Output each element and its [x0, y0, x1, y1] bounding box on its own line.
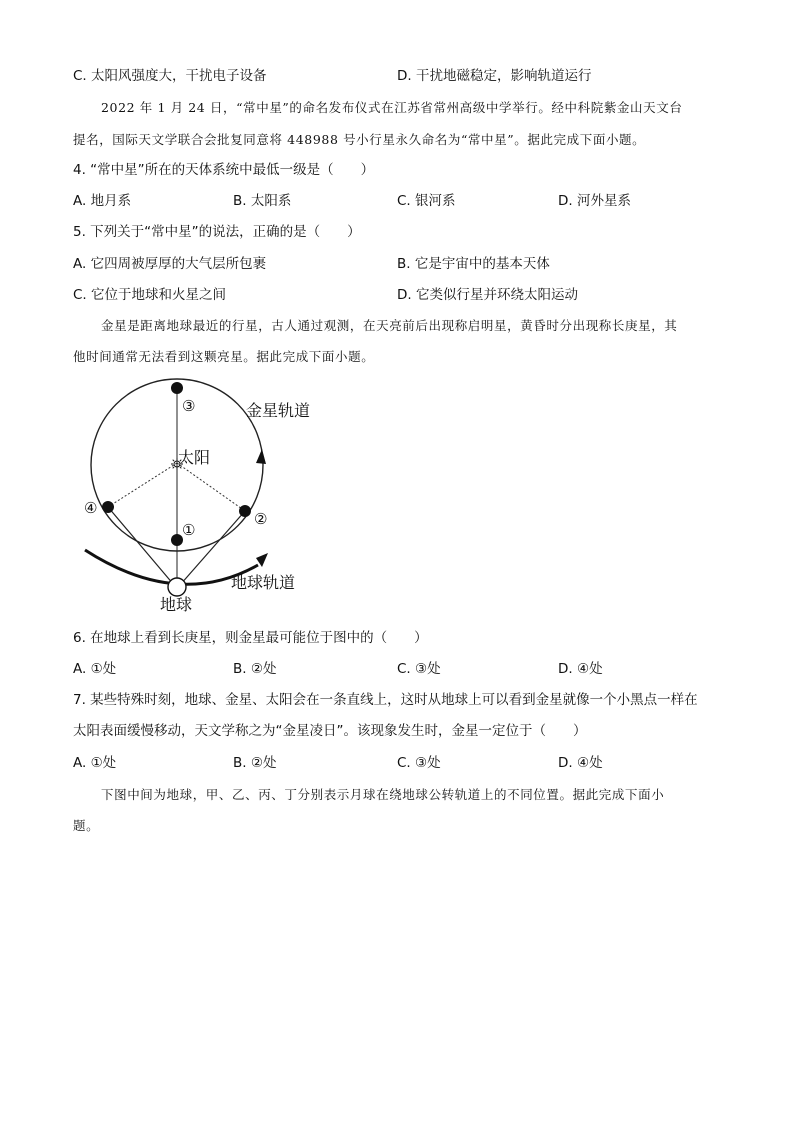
q5-option-b[interactable]: B. 它是宇宙中的基本天体 — [397, 256, 550, 272]
passage-1-line-1: 2022 年 1 月 24 日，“常中星”的命名发布仪式在江苏省常州高级中学举行。经中科院紫金山天文台 — [101, 100, 683, 115]
q6-option-c[interactable]: C. ③处 — [397, 661, 441, 677]
passage-3-line-2: 题。 — [73, 818, 100, 833]
venus-position-3 — [171, 382, 183, 394]
q4-option-b[interactable]: B. 太阳系 — [233, 193, 292, 209]
position-label-2: ② — [254, 510, 268, 528]
question-7-stem-line-1: 7. 某些特殊时刻，地球、金星、太阳会在一条直线上，这时从地球上可以看到金星就像一个小黑点一样在 — [73, 692, 698, 708]
q7-option-c[interactable]: C. ③处 — [397, 755, 441, 771]
earth-orbit-label: 地球轨道 — [231, 573, 296, 592]
earth-label: 地球 — [160, 595, 193, 614]
line-4-to-earth — [108, 507, 174, 585]
option-c[interactable]: C. 太阳风强度大，干扰电子设备 — [73, 68, 267, 84]
venus-position-2 — [239, 505, 251, 517]
q7-option-a[interactable]: A. ①处 — [73, 755, 117, 771]
passage-1-line-2: 提名，国际天文学联合会批复同意将 448988 号小行星永久命名为“常中星”。据此完成下面小题。 — [73, 132, 646, 147]
question-6-stem: 6. 在地球上看到长庚星，则金星最可能位于图中的（ ） — [73, 630, 428, 646]
passage-3-line-1: 下图中间为地球，甲、乙、丙、丁分别表示月球在绕地球公转轨道上的不同位置。据此完成下面小 — [101, 787, 665, 802]
question-7-stem-line-2: 太阳表面缓慢移动，天文学称之为“金星凌日”。该现象发生时，金星一定位于（ ） — [73, 723, 587, 739]
q5-option-a[interactable]: A. 它四周被厚厚的大气层所包裹 — [73, 256, 267, 272]
q6-option-d[interactable]: D. ④处 — [558, 661, 603, 677]
q4-option-c[interactable]: C. 银河系 — [397, 193, 456, 209]
position-label-4: ④ — [84, 499, 98, 517]
dotted-line-sun-2 — [177, 463, 245, 511]
q5-option-d[interactable]: D. 它类似行星并环绕太阳运动 — [397, 287, 578, 303]
position-label-3: ③ — [182, 397, 196, 415]
q4-option-d[interactable]: D. 河外星系 — [558, 193, 631, 209]
q6-option-a[interactable]: A. ①处 — [73, 661, 117, 677]
option-d[interactable]: D. 干扰地磁稳定，影响轨道运行 — [397, 68, 592, 84]
passage-2-line-1: 金星是距离地球最近的行星，古人通过观测，在天亮前后出现称启明星，黄昏时分出现称长庚星，其 — [101, 318, 678, 333]
dotted-line-sun-4 — [108, 463, 177, 507]
question-4-stem: 4. “常中星”所在的天体系统中最低一级是（ ） — [73, 162, 375, 178]
venus-orbit-diagram — [70, 375, 340, 620]
q6-option-b[interactable]: B. ②处 — [233, 661, 277, 677]
venus-orbit-label: 金星轨道 — [246, 401, 311, 420]
question-5-stem: 5. 下列关于“常中星”的说法，正确的是（ ） — [73, 224, 361, 240]
position-label-1: ① — [182, 521, 196, 539]
q4-option-a[interactable]: A. 地月系 — [73, 193, 132, 209]
q5-option-c[interactable]: C. 它位于地球和火星之间 — [73, 287, 227, 303]
earth-icon — [168, 578, 186, 596]
q7-option-b[interactable]: B. ②处 — [233, 755, 277, 771]
sun-label: 太阳 — [178, 448, 211, 467]
q7-option-d[interactable]: D. ④处 — [558, 755, 603, 771]
passage-2-line-2: 他时间通常无法看到这颗亮星。据此完成下面小题。 — [73, 349, 375, 364]
venus-position-4 — [102, 501, 114, 513]
venus-orbit-arrow-icon — [256, 449, 266, 464]
